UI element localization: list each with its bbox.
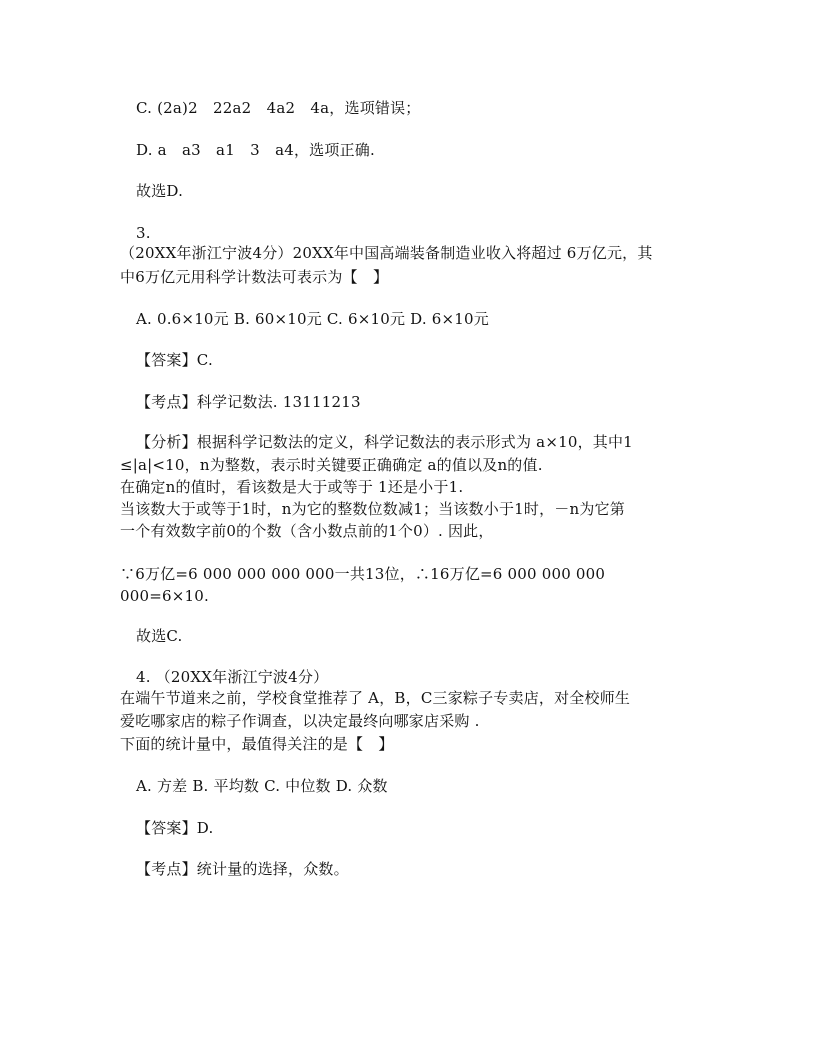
q4-header: 4. （20XX年浙江宁波4分） <box>136 668 329 686</box>
q3-stem-line1: （20XX年浙江宁波4分）20XX年中国高端装备制造业收入将超过 6万亿元，其 <box>120 244 653 262</box>
q3-conclusion: 故选C. <box>136 627 183 645</box>
q3-analysis-line5: 一个有效数字前0的个数（含小数点前的1个0）. 因此， <box>120 522 494 540</box>
q2-answer: 故选D. <box>136 182 184 200</box>
q3-answer: 【答案】C. <box>136 351 213 369</box>
q3-calc-line2: 000=6×10. <box>120 587 209 605</box>
q3-analysis-line3: 在确定n的值时，看该数是大于或等于 1还是小于1. <box>120 478 464 496</box>
q3-kaodian: 【考点】科学记数法. 13111213 <box>136 393 361 411</box>
q3-number: 3. <box>136 224 151 242</box>
q4-options: A. 方差 B. 平均数 C. 中位数 D. 众数 <box>136 777 388 795</box>
q3-analysis-line4: 当该数大于或等于1时，n为它的整数位数减1；当该数小于1时，－n为它第 <box>120 500 625 518</box>
q3-calc-line1: ∵6万亿=6 000 000 000 000一共13位，∴16万亿=6 000 000 000 <box>120 565 606 583</box>
q4-answer: 【答案】D. <box>136 819 214 837</box>
q4-stem-line1: 在端午节道来之前，学校食堂推荐了 A，B，C三家粽子专卖店，对全校师生 <box>120 689 631 707</box>
q2-option-c: C. (2a)2 22a2 4a2 4a，选项错误； <box>136 99 421 117</box>
q3-options: A. 0.6×10元 B. 60×10元 C. 6×10元 D. 6×10元 <box>136 310 489 328</box>
q4-stem-line2: 爱吃哪家店的粽子作调查，以决定最终向哪家店采购 . <box>120 712 480 730</box>
q3-analysis-line1: 【分析】根据科学记数法的定义，科学记数法的表示形式为 a×10，其中1 <box>136 433 633 451</box>
q4-stem-line3: 下面的统计量中，最值得关注的是【 】 <box>120 735 394 753</box>
q3-stem-line2: 中6万亿元用科学计数法可表示为【 】 <box>120 268 389 286</box>
q2-option-d: D. a a3 a1 3 a4，选项正确. <box>136 141 375 159</box>
q3-analysis-line2: ≤|a|<10，n为整数，表示时关键要正确确定 a的值以及n的值. <box>120 456 543 474</box>
q4-kaodian: 【考点】统计量的选择，众数。 <box>136 860 349 878</box>
